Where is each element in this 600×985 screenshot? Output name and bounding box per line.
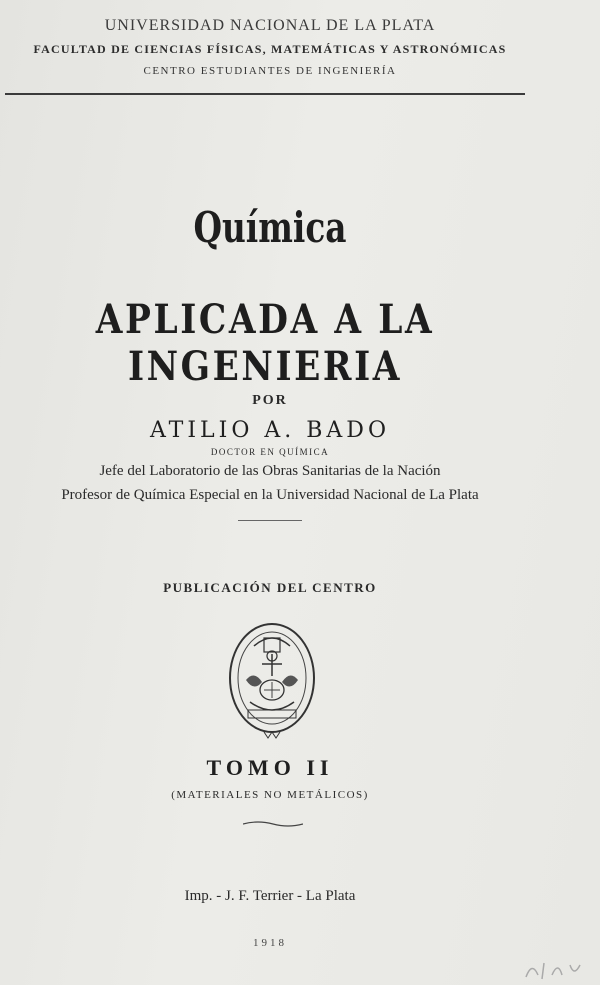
university-seal-icon bbox=[224, 618, 320, 740]
title-line-2: APLICADA A LA INGENIERIA bbox=[95, 296, 435, 390]
handwritten-mark-icon bbox=[522, 957, 592, 981]
author-name: ATILIO A. BADO bbox=[150, 418, 390, 443]
volume-label: TOMO II bbox=[206, 755, 334, 780]
author-role-2: Profesor de Química Especial en la Universidad Nacional de La Plata bbox=[61, 487, 479, 503]
student-center-name: CENTRO ESTUDIANTES DE INGENIERÍA bbox=[143, 65, 397, 77]
publication-label: PUBLICACIÓN DEL CENTRO bbox=[163, 580, 377, 595]
author-degree: DOCTOR EN QUÍMICA bbox=[210, 447, 330, 457]
header-rule bbox=[5, 93, 525, 95]
ornament-icon bbox=[243, 820, 303, 828]
printer-imprint: Imp. - J. F. Terrier - La Plata bbox=[184, 888, 356, 904]
publication-year: 1918 bbox=[253, 937, 287, 949]
by-label: POR bbox=[252, 393, 288, 408]
faculty-name: FACULTAD DE CIENCIAS FÍSICAS, MATEMÁTICAS Y ASTRONÓMICAS bbox=[33, 42, 507, 56]
volume-subtitle: (MATERIALES NO METÁLICOS) bbox=[171, 789, 369, 801]
divider-rule bbox=[238, 520, 302, 521]
title-line-1: Química bbox=[193, 203, 347, 252]
university-name: UNIVERSIDAD NACIONAL DE LA PLATA bbox=[104, 17, 436, 34]
author-role-1: Jefe del Laboratorio de las Obras Sanitarias de la Nación bbox=[99, 463, 441, 479]
